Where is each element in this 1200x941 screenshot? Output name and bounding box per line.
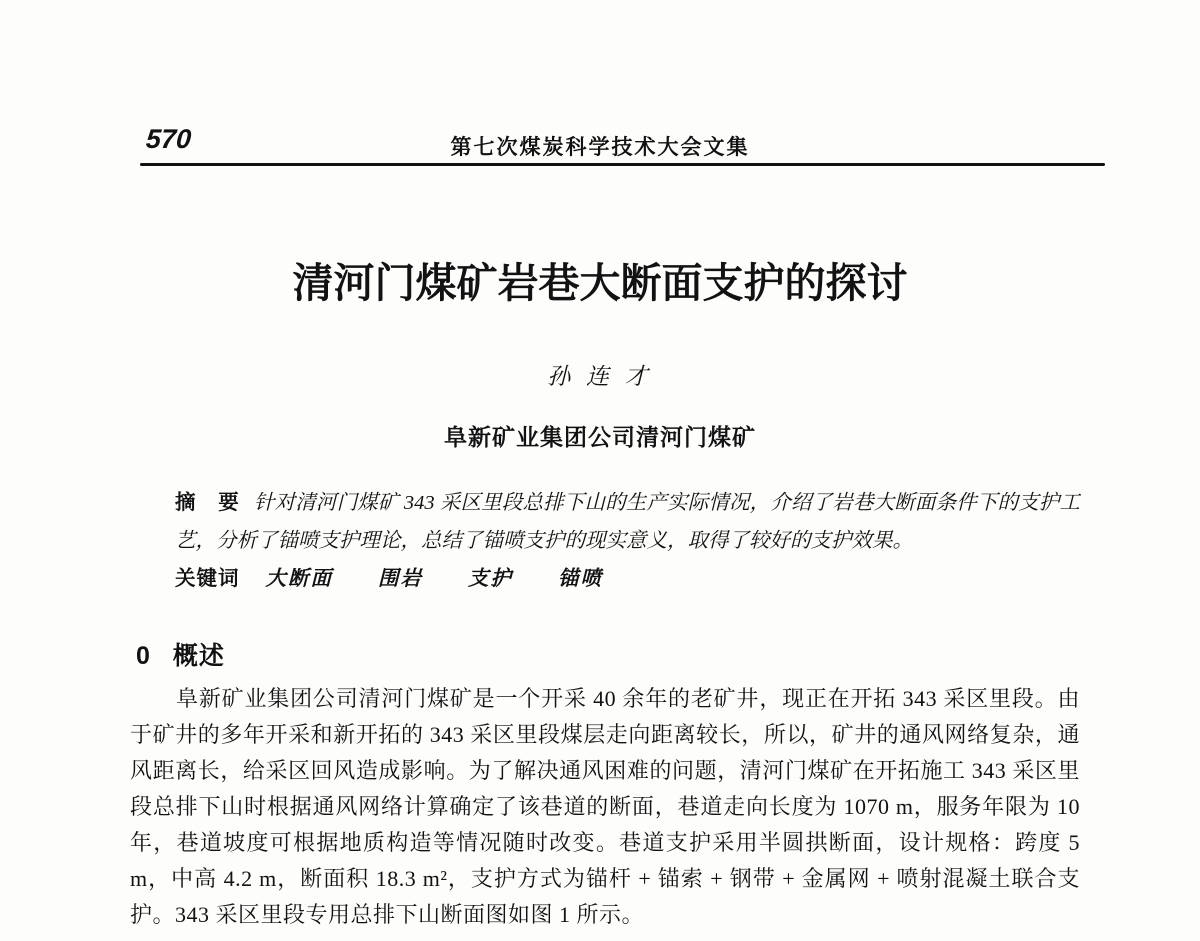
page-number: 570 xyxy=(144,124,193,154)
section-number: 0 xyxy=(136,642,151,670)
keyword-list: 大断面 围岩 支护 锚喷 xyxy=(265,568,603,590)
author-name: 孙 连 才 xyxy=(547,364,653,389)
article-title: 清河门煤矿岩巷大断面支护的探讨 xyxy=(292,260,908,306)
affiliation: 阜新矿业集团公司清河门煤矿 xyxy=(444,425,756,450)
abstract-block xyxy=(175,484,1080,598)
running-head-title: 第七次煤炭科学技术大会文集 xyxy=(450,135,750,159)
keywords-line xyxy=(175,560,1080,598)
section-heading-text: 概述 xyxy=(172,642,225,670)
keywords-label: 关键词 xyxy=(175,567,240,590)
header-rule xyxy=(140,163,1105,166)
section-heading xyxy=(136,636,225,672)
body-paragraph: 阜新矿业集团公司清河门煤矿是一个开采 40 余年的老矿井，现正在开拓 343 采区里段。由于矿井的多年开采和新开拓的 343 采区里段煤层走向距离较长，所以，矿井的通风网络复杂，通风距离长，给采区回风造成影响。为了解决通风困难的问题，清河门煤矿在开拓施工 343 采区里段总排下山时根据通风网络计算确定了该巷道的断面，巷道走向长度为 1070 m，服务年限为 10 年，巷道坡度可根据地质构造等情况随时改变。巷道支护采用半圆拱断面，设计规格：跨度 5 m，中高 4.2 m，断面积 18.3 m²，支护方式为锚杆 + 锚索 + 钢带 + 金属网 + 喷射混凝土联合支护。343 采区里段专用总排下山断面图如图 1 所示。 xyxy=(130,686,1080,927)
abstract-paragraph xyxy=(175,484,1080,560)
abstract-text: 针对清河门煤矿 343 采区里段总排下山的生产实际情况，介绍了岩巷大断面条件下的支护工艺，分析了锚喷支护理论，总结了锚喷支护的现实意义，取得了较好的支护效果。 xyxy=(175,492,1081,552)
abstract-label: 摘 要 xyxy=(175,492,240,514)
